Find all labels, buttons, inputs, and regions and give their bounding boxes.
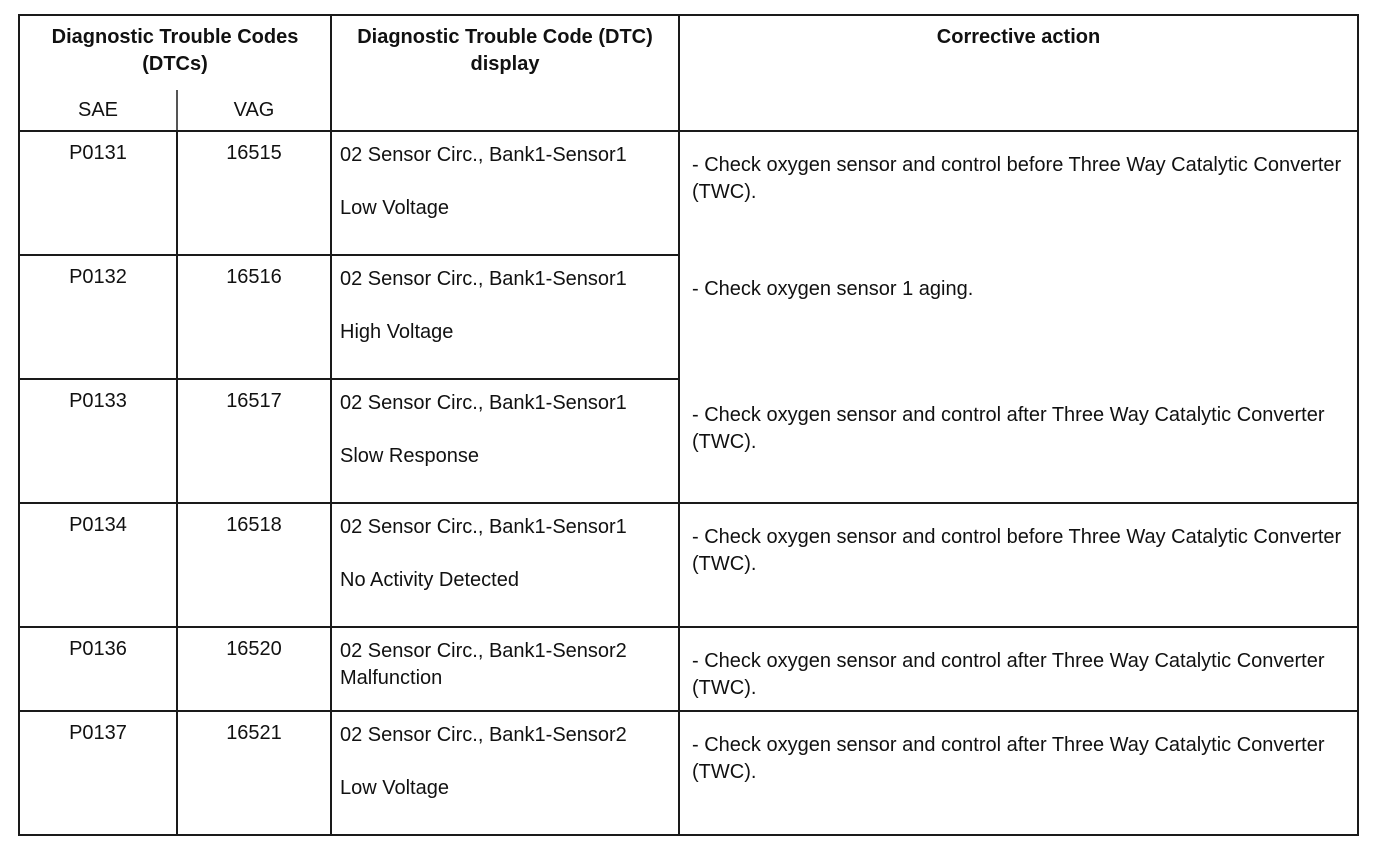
corrective-action-text: - Check oxygen sensor 1 aging.: [692, 278, 974, 300]
corrective-action: - Check oxygen sensor and control before Three Way Catalytic Converter (TWC).: [679, 503, 1358, 627]
dtc-display-condition: Low Voltage: [340, 197, 449, 219]
table-row: [19, 627, 1358, 711]
vag-code: 16518: [177, 503, 331, 627]
corrective-action: - Check oxygen sensor and control after Three Way Catalytic Converter (TWC).: [679, 627, 1358, 711]
dtc-group-header: Diagnostic Trouble Codes (DTCs): [19, 15, 331, 90]
vag-code: 16517: [177, 379, 331, 503]
dtc-table: [18, 14, 1359, 836]
dtc-display: [331, 711, 679, 835]
sae-code: P0131: [19, 131, 177, 255]
dtc-display-condition: High Voltage: [340, 321, 454, 343]
dtc-display-header: Diagnostic Trouble Code (DTC) display: [331, 15, 679, 131]
dtc-display: [331, 131, 679, 255]
corrective-action-text: - Check oxygen sensor and control after Three Way Catalytic Converter (TWC).: [692, 404, 1325, 453]
dtc-display-text: 02 Sensor Circ., Bank1-Sensor1: [340, 392, 627, 414]
dtc-display-condition: Slow Response: [340, 445, 479, 467]
dtc-display: [331, 503, 679, 627]
dtc-display-condition: Low Voltage: [340, 777, 449, 799]
vag-code: 16521: [177, 711, 331, 835]
vag-header: VAG: [177, 90, 331, 131]
table-row: [19, 503, 1358, 627]
sae-code: P0136: [19, 627, 177, 711]
sae-code: P0137: [19, 711, 177, 835]
dtc-display-text: 02 Sensor Circ., Bank1-Sensor2: [340, 724, 627, 746]
dtc-display: [331, 255, 679, 379]
corrective-action-text: - Check oxygen sensor and control before Three Way Catalytic Converter (TWC).: [692, 154, 1342, 203]
dtc-display-text: 02 Sensor Circ., Bank1-Sensor2 Malfunction: [340, 640, 627, 689]
dtc-display-text: 02 Sensor Circ., Bank1-Sensor1: [340, 516, 627, 538]
dtc-display-condition: No Activity Detected: [340, 569, 519, 591]
table-row: [19, 711, 1358, 835]
sae-header: SAE: [19, 90, 177, 131]
header-row: [19, 15, 1358, 90]
table-row: [19, 131, 1358, 255]
sae-code: P0134: [19, 503, 177, 627]
vag-code: 16516: [177, 255, 331, 379]
vag-code: 16520: [177, 627, 331, 711]
sae-code: P0133: [19, 379, 177, 503]
dtc-display-text: 02 Sensor Circ., Bank1-Sensor1: [340, 268, 627, 290]
dtc-display-text: 02 Sensor Circ., Bank1-Sensor1: [340, 144, 627, 166]
corrective-action-merged: [679, 131, 1358, 503]
corrective-action-header: Corrective action: [679, 15, 1358, 131]
sae-code: P0132: [19, 255, 177, 379]
dtc-display: [331, 627, 679, 711]
dtc-display: [331, 379, 679, 503]
vag-code: 16515: [177, 131, 331, 255]
corrective-action: - Check oxygen sensor and control after Three Way Catalytic Converter (TWC).: [679, 711, 1358, 835]
